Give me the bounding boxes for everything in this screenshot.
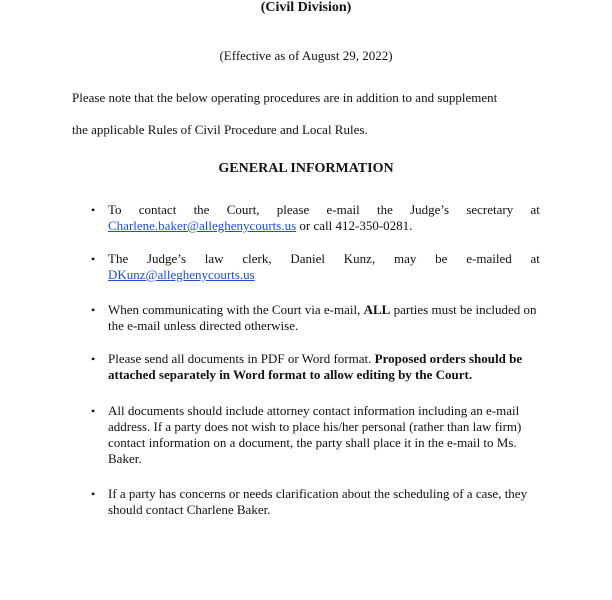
word: the [376, 202, 393, 217]
word: clerk, [242, 251, 272, 266]
bullet-text: If a party has concerns or needs clarification about the scheduling of a case, they should contact Charlene Baker. [108, 486, 528, 517]
bullet-icon: • [91, 404, 96, 418]
word: Judge’s [147, 251, 186, 266]
bullet-icon: • [91, 303, 96, 317]
bullet-document-format [91, 351, 540, 383]
bullet-scheduling [91, 486, 540, 518]
bullet-text: All documents should include attorney contact information including an e-mail address. If a party does not wish to place his/her personal (rather than law firm) contact information on a document, the party shall place it in the e-mail to Ms. Baker. [108, 403, 522, 466]
word: contact [138, 202, 177, 217]
word: secretary [466, 202, 514, 217]
bullet-law-clerk [91, 251, 540, 283]
bullet-contact-info [91, 403, 540, 467]
word: Daniel [290, 251, 326, 266]
word: law [204, 251, 224, 266]
effective-date: (Effective as of August 29, 2022) [219, 48, 393, 63]
law-clerk-email-link[interactable]: DKunz@alleghenycourts.us [108, 267, 255, 282]
intro-line-2: the applicable Rules of Civil Procedure and Local Rules. [72, 122, 368, 137]
word: The [108, 251, 129, 266]
word: please [276, 202, 310, 217]
bullet-text [108, 351, 540, 383]
text-span: parties must be included on the e-mail unless directed otherwise. [108, 302, 537, 333]
bullet-contact-court [91, 202, 540, 234]
bullet-icon: • [91, 252, 96, 266]
text-span: Please send all documents in PDF or Word format. [108, 351, 375, 366]
word: may [394, 251, 417, 266]
text-span: When communicating with the Court via e-mail, [108, 302, 364, 317]
bullet-line [108, 251, 540, 267]
bullet-icon: • [91, 203, 96, 217]
bullet-email-parties [91, 302, 540, 334]
word: Kunz, [343, 251, 376, 266]
bullet-line [108, 267, 540, 283]
word: To [108, 202, 122, 217]
word: the [193, 202, 210, 217]
intro-line-1: Please note that the below operating procedures are in addition to and supplement [72, 90, 498, 105]
bullet-text: or call 412-350-0281. [296, 218, 413, 233]
bullet-line [108, 218, 540, 234]
word: Judge’s [410, 202, 450, 217]
bullet-icon: • [91, 487, 96, 501]
section-heading: GENERAL INFORMATION [218, 161, 394, 176]
word: at [530, 202, 540, 217]
division-title: (Civil Division) [260, 0, 352, 15]
bold-text: ALL [363, 302, 391, 317]
bullet-icon: • [91, 352, 96, 366]
bullet-line [108, 202, 540, 218]
bullet-text [108, 302, 540, 334]
word: be [435, 251, 448, 266]
bold-text: Proposed orders should be attached separately in Word format to allow editing by the Court. [108, 351, 523, 382]
word: Court, [226, 202, 260, 217]
word: at [530, 251, 540, 266]
word: e-mail [326, 202, 360, 217]
word: e-mailed [466, 251, 512, 266]
secretary-email-link[interactable]: Charlene.baker@alleghenycourts.us [108, 218, 297, 233]
